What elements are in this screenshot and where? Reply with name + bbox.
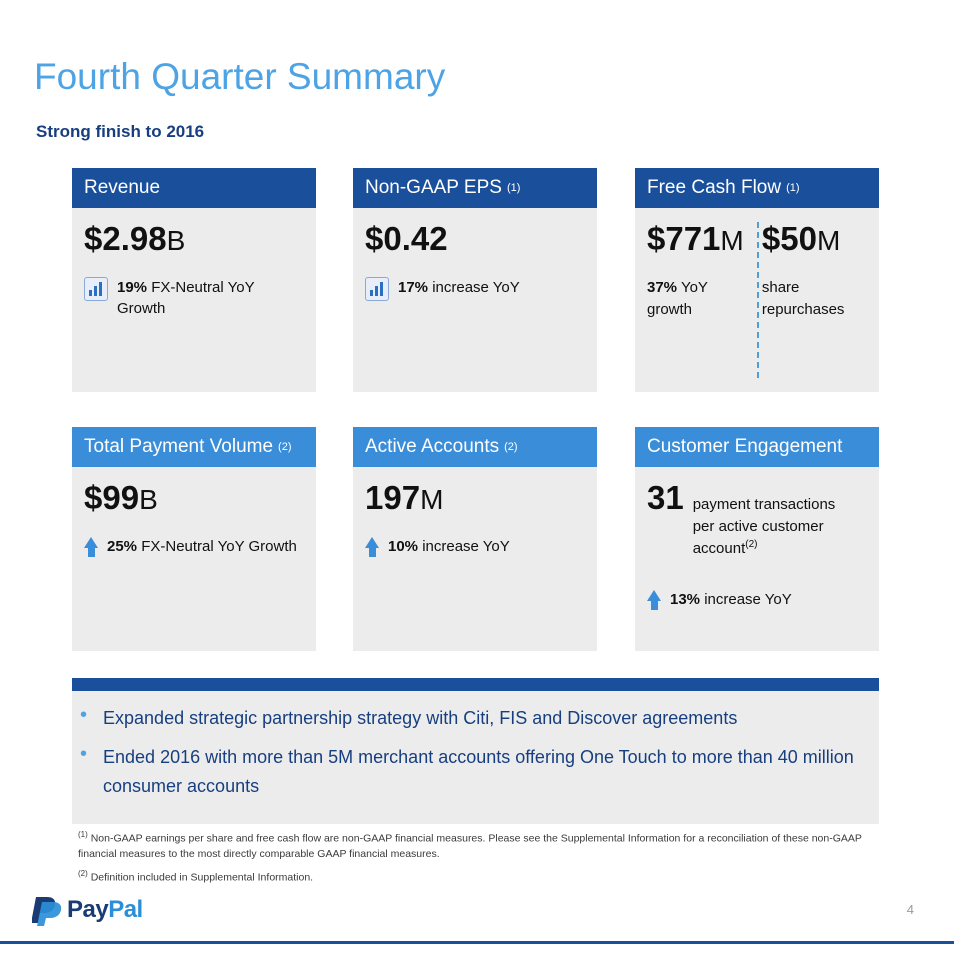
bullet-dot-icon: • bbox=[80, 704, 88, 726]
card-customer-engagement-heading bbox=[635, 427, 879, 467]
card-eps-value bbox=[365, 222, 585, 257]
card-revenue-heading bbox=[72, 168, 316, 208]
card-active-accounts-value-unit: M bbox=[420, 484, 444, 515]
card-eps-metric-label: increase YoY bbox=[432, 278, 520, 296]
card-total-payment-volume-metric-pct: 25% bbox=[107, 537, 138, 555]
fcf-left-label: YoY growth bbox=[647, 278, 708, 319]
card-active-accounts-metric bbox=[365, 536, 585, 560]
card-active-accounts-value-number: 197 bbox=[365, 479, 421, 516]
card-active-accounts-metric-pct: 10% bbox=[388, 537, 419, 555]
footnotes bbox=[78, 829, 878, 891]
bullets-top-bar bbox=[72, 678, 879, 691]
card-customer-engagement-metric-text bbox=[670, 589, 792, 611]
bullet-text: Ended 2016 with more than 5M merchant accounts offering One Touch to more than 40 million consumer accounts bbox=[103, 746, 854, 796]
card-eps-body bbox=[353, 208, 597, 392]
fcf-left-value-number: $771 bbox=[647, 220, 721, 257]
arrow-up-icon bbox=[647, 589, 662, 613]
footnote-2-marker: (2) bbox=[78, 869, 88, 878]
card-customer-engagement-value: 31 bbox=[647, 479, 684, 516]
paypal-wordmark bbox=[67, 896, 143, 924]
paypal-wordmark-part1: Pay bbox=[67, 896, 109, 923]
fcf-right-value-number: $50 bbox=[761, 220, 817, 257]
fcf-left-metric bbox=[647, 277, 757, 322]
card-free-cash-flow-heading-label: Free Cash Flow bbox=[647, 177, 782, 198]
card-total-payment-volume-value-unit: B bbox=[139, 484, 158, 515]
card-customer-engagement-value-label-sup: (2) bbox=[745, 538, 758, 550]
card-customer-engagement-value-row bbox=[647, 481, 867, 559]
card-revenue-metric-text bbox=[117, 277, 304, 321]
card-eps-heading-label: Non-GAAP EPS bbox=[365, 177, 502, 198]
card-active-accounts-heading-label: Active Accounts bbox=[365, 436, 500, 457]
bullet-dot-icon: • bbox=[80, 742, 88, 765]
card-active-accounts-metric-label: increase YoY bbox=[422, 537, 510, 555]
card-revenue-body bbox=[72, 208, 316, 392]
arrow-up-icon bbox=[84, 536, 99, 560]
arrow-up-icon bbox=[365, 536, 380, 560]
chart-up-icon bbox=[365, 277, 389, 301]
card-customer-engagement-metric-label: increase YoY bbox=[704, 591, 792, 609]
fcf-left-pct: 37% bbox=[647, 278, 678, 296]
card-total-payment-volume-metric-label: FX-Neutral YoY Growth bbox=[141, 537, 297, 555]
card-active-accounts-heading bbox=[353, 427, 597, 467]
footnote-2 bbox=[78, 868, 878, 886]
footnote-1-text: Non-GAAP earnings per share and free cash flow are non-GAAP financial measures. Please see the Supplemental Information for a reconciliation of these non-GAAP financial measures to the most directly comparable GAAP financial measures. bbox=[78, 832, 862, 861]
paypal-wordmark-part2: Pal bbox=[108, 896, 143, 923]
card-active-accounts-heading-sup: (2) bbox=[504, 441, 518, 453]
card-revenue-metric-label: FX-Neutral YoY Growth bbox=[117, 278, 255, 318]
bullet-list bbox=[80, 704, 880, 810]
card-total-payment-volume-body bbox=[72, 467, 316, 651]
card-customer-engagement-metric-pct: 13% bbox=[670, 591, 701, 609]
fcf-right-column bbox=[762, 222, 872, 322]
card-free-cash-flow-heading-sup: (1) bbox=[786, 182, 800, 194]
card-active-accounts-metric-text bbox=[388, 536, 510, 558]
fcf-left-value bbox=[647, 222, 757, 257]
card-revenue-value bbox=[84, 222, 304, 257]
fcf-right-label: share repurchases bbox=[761, 278, 845, 319]
card-total-payment-volume bbox=[72, 427, 316, 651]
card-revenue-metric-pct: 19% bbox=[117, 278, 148, 296]
card-active-accounts-body bbox=[353, 467, 597, 651]
card-customer-engagement bbox=[635, 427, 879, 651]
divider-dashed bbox=[757, 222, 759, 378]
paypal-mark-icon bbox=[32, 894, 62, 926]
footnote-1 bbox=[78, 829, 878, 863]
card-revenue-value-unit: B bbox=[166, 225, 186, 256]
card-revenue-heading-label: Revenue bbox=[84, 177, 161, 198]
card-eps-value-number: $0.42 bbox=[365, 220, 448, 257]
card-customer-engagement-heading-label: Customer Engagement bbox=[647, 436, 843, 457]
card-revenue-metric bbox=[84, 277, 304, 321]
card-total-payment-volume-value-number: $99 bbox=[84, 479, 140, 516]
card-total-payment-volume-metric-text bbox=[107, 536, 297, 558]
card-total-payment-volume-heading bbox=[72, 427, 316, 467]
card-eps-heading-sup: (1) bbox=[506, 182, 521, 194]
card-free-cash-flow bbox=[635, 168, 879, 392]
card-revenue bbox=[72, 168, 316, 392]
fcf-right-value-unit: M bbox=[816, 225, 841, 256]
footnote-1-marker: (1) bbox=[78, 830, 88, 839]
card-total-payment-volume-heading-label: Total Payment Volume bbox=[84, 436, 274, 457]
page-number: 4 bbox=[906, 902, 914, 917]
card-eps-heading bbox=[353, 168, 597, 208]
card-total-payment-volume-heading-sup: (2) bbox=[278, 441, 292, 453]
card-free-cash-flow-body bbox=[635, 208, 879, 392]
card-active-accounts bbox=[353, 427, 597, 651]
card-total-payment-volume-metric bbox=[84, 536, 304, 560]
fcf-left-column bbox=[647, 222, 757, 322]
page-subtitle: Strong finish to 2016 bbox=[36, 122, 205, 141]
page-title: Fourth Quarter Summary bbox=[34, 56, 446, 97]
bullet-text: Expanded strategic partnership strategy with Citi, FIS and Discover agreements bbox=[103, 708, 738, 728]
footnote-2-text: Definition included in Supplemental Information. bbox=[90, 871, 314, 884]
card-eps bbox=[353, 168, 597, 392]
bottom-rule bbox=[0, 941, 954, 944]
fcf-right-value bbox=[762, 222, 872, 257]
card-eps-metric-text bbox=[398, 277, 520, 299]
card-customer-engagement-value-label-text: payment transactions per active customer account bbox=[692, 496, 836, 557]
card-revenue-value-number: $2.98 bbox=[84, 220, 167, 257]
paypal-logo bbox=[32, 894, 143, 926]
fcf-left-value-unit: M bbox=[720, 225, 744, 256]
card-customer-engagement-body bbox=[635, 467, 879, 651]
card-active-accounts-value bbox=[365, 481, 585, 516]
card-total-payment-volume-value bbox=[84, 481, 304, 516]
card-free-cash-flow-heading bbox=[635, 168, 879, 208]
card-eps-metric-pct: 17% bbox=[398, 278, 429, 296]
card-customer-engagement-value-label bbox=[693, 494, 858, 559]
list-item bbox=[80, 743, 880, 801]
card-customer-engagement-metric bbox=[647, 589, 867, 613]
chart-up-icon bbox=[84, 277, 108, 301]
card-eps-metric bbox=[365, 277, 585, 301]
list-item bbox=[80, 704, 880, 733]
